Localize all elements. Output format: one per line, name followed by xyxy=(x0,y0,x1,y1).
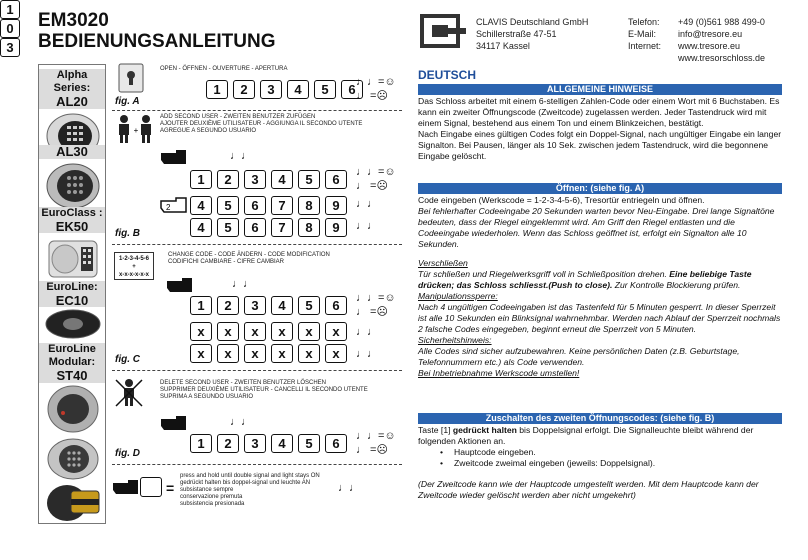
model-line: EC10 xyxy=(55,293,89,308)
security-warning: Bei Inbetriebnahme Werkscode umstellen! xyxy=(418,368,580,378)
code-change-box xyxy=(114,252,154,280)
fig-divider xyxy=(112,464,402,465)
model-number: EM3020 xyxy=(38,10,109,31)
caption-line: CODIFICHI CAMBIARE - CIFRE CAMBIAR xyxy=(168,259,285,265)
key[interactable]: 1 xyxy=(190,296,212,315)
good-signal-icon: ♩♩=☺ xyxy=(356,76,396,88)
key[interactable]: 9 xyxy=(325,218,347,237)
fig-a-keys xyxy=(206,80,363,99)
bad-signal-icon: ♩ =☹ xyxy=(356,90,388,102)
key[interactable]: 6 xyxy=(325,434,347,453)
contact-label: Internet: xyxy=(628,41,662,51)
company-address xyxy=(476,16,588,52)
press-hold-hand-icon xyxy=(112,478,140,496)
svg-text:2: 2 xyxy=(166,203,171,212)
security-text: Alle Codes sind sicher aufzubewahren. Keine persönlichen Daten (z.B. Geburtstage, Telefonnummern etc.) als Code verwenden. xyxy=(418,346,740,367)
contact-label: Telefon: xyxy=(628,17,660,27)
good-signal-icon: ♩♩=☺ xyxy=(356,430,396,442)
closing-section xyxy=(418,258,784,379)
contact-labels xyxy=(628,16,661,52)
fig-c-row1 xyxy=(190,296,347,315)
model-line: AL20 xyxy=(56,94,88,109)
model-line: AL30 xyxy=(56,144,88,159)
fig-c-row2 xyxy=(190,322,347,341)
key[interactable]: 5 xyxy=(298,434,320,453)
key[interactable]: 9 xyxy=(325,196,347,215)
key[interactable]: x xyxy=(325,344,347,363)
open-text xyxy=(418,195,784,250)
paragraph-italic: Bei fehlerhafter Codeeingabe 20 Sekunden warten bevor Neu-Eingabe. Drei lange Signaltöne bedeuten, dass der Riegel eingeklemmt wird. Am Griff den Riegel entlasten und die Codeeingabe wiederholen. Wenn das Schloss geöffnet ist, erfolgt ein Signalton alle 10 Sekunden. xyxy=(418,206,775,249)
key[interactable]: 4 xyxy=(271,170,293,189)
model-label-al20 xyxy=(39,69,105,109)
key[interactable]: 4 xyxy=(287,80,309,99)
fig-divider xyxy=(112,110,402,111)
key[interactable]: 1 xyxy=(190,434,212,453)
model-label-st40 xyxy=(39,343,105,383)
key[interactable]: 7 xyxy=(271,196,293,215)
key[interactable]: 5 xyxy=(298,296,320,315)
model-line: Modular: xyxy=(48,356,96,368)
key[interactable]: 3 xyxy=(244,434,266,453)
subheading: Verschließen xyxy=(418,258,468,268)
contact-label: E-Mail: xyxy=(628,29,657,39)
legend-line: conservazione premuta xyxy=(180,494,243,500)
email-link[interactable]: info@tresore.eu xyxy=(678,29,743,39)
key[interactable]: 6 xyxy=(244,196,266,215)
plus: + xyxy=(132,264,136,270)
fig-b-row3 xyxy=(190,218,347,237)
fig-d-press-key[interactable]: 3 xyxy=(0,38,20,57)
bad-signal-icon: ♩ =☹ xyxy=(356,306,388,318)
closing-bold: Eine beliebige Taste drücken; das Schloss schliesst.(Push to close). xyxy=(418,269,752,290)
double-signal-icon: ♩♩ xyxy=(338,482,360,494)
key[interactable]: 3 xyxy=(244,296,266,315)
fig-c-caption xyxy=(168,252,330,266)
legend-equals: = xyxy=(166,480,175,496)
caption-line: AGREGUE A SEGUNDO USUARIO xyxy=(160,128,257,134)
caption-line: SUPPRIMER DEUXIÈME UTILISATEUR - CANCELLI IL SECONDO UTENTE xyxy=(160,387,368,393)
model-label-ec10 xyxy=(39,281,105,307)
website-link[interactable]: www.tresore.eu xyxy=(678,41,741,51)
company-name: CLAVIS Deutschland GmbH xyxy=(476,17,589,27)
key[interactable]: 8 xyxy=(298,196,320,215)
old-code: 1-2-3-4-5-6 xyxy=(118,256,149,262)
double-signal-icon: ♩♩ xyxy=(232,278,254,290)
company-city: 34117 Kassel xyxy=(476,41,530,51)
model-line: EK50 xyxy=(55,219,89,234)
keypad-round-silver-image xyxy=(43,437,103,481)
note-text: (Der Zweitcode kann wie der Hauptcode umgestellt werden. Mit dem Hauptcode kann der Zweitcode wieder gelöscht werden aber nicht umgekehrt) xyxy=(418,479,759,500)
key[interactable]: 5 xyxy=(217,196,239,215)
fig-divider xyxy=(112,244,402,245)
legend-line: gedrückt halten bis doppel-signal und leuchte AN xyxy=(180,480,311,486)
steps-list xyxy=(418,447,784,469)
bad-signal-icon: ♩ =☹ xyxy=(356,180,388,192)
clavis-logo-icon xyxy=(420,12,470,52)
website-link[interactable]: www.tresorschloss.de xyxy=(678,53,766,63)
section-heading-open: Öffnen: (siehe fig. A) xyxy=(418,183,782,194)
key[interactable]: x xyxy=(298,322,320,341)
model-column xyxy=(38,64,106,524)
key[interactable]: x xyxy=(244,322,266,341)
two-users-icon xyxy=(114,114,158,144)
paragraph: Nach Eingabe eines gültigen Codes folgt ein Doppel-Signal, nach ungültiger Eingabe ein langer Signalton. Bei Pausen, länger als 10 Sek. zwischen jedem Tastendruck, wird die begonnene Eingabe gelöscht. xyxy=(418,129,782,161)
model-line: Alpha xyxy=(56,69,88,81)
key[interactable]: 7 xyxy=(271,218,293,237)
key[interactable]: 5 xyxy=(298,170,320,189)
fig-d-row1 xyxy=(190,434,347,453)
contact-values xyxy=(678,16,765,64)
fig-b-row2 xyxy=(190,196,347,215)
caption-line: CHANGE CODE - CODE ÄNDERN - CODE MODIFICATION xyxy=(168,252,330,258)
legend-key xyxy=(140,477,162,497)
new-code: x-x-x-x-x-x xyxy=(118,272,149,278)
fig-c-row3 xyxy=(190,344,347,363)
legend-text xyxy=(180,473,320,508)
key[interactable]: x xyxy=(190,322,212,341)
second-user-hand-icon xyxy=(160,196,188,214)
text: Taste [1] xyxy=(418,425,453,435)
fig-b-press-key[interactable]: 1 xyxy=(0,0,20,19)
fig-b-row1 xyxy=(190,170,347,189)
section-heading-general: ALLGEMEINE HINWEISE xyxy=(418,84,782,95)
key[interactable]: 2 xyxy=(217,296,239,315)
double-signal-icon: ♩♩ xyxy=(230,150,252,162)
double-signal-icon: ♩♩ xyxy=(356,198,378,210)
key[interactable]: 3 xyxy=(260,80,282,99)
key[interactable]: 3 xyxy=(244,170,266,189)
key[interactable]: x xyxy=(271,322,293,341)
battery-image xyxy=(43,481,103,523)
key[interactable]: 2 xyxy=(217,170,239,189)
bad-signal-icon: ♩ =☹ xyxy=(356,444,388,456)
text: bis Doppelsignal erfolgt. Die Signalleuchte bleibt während der folgenden Aktionen an. xyxy=(418,425,754,446)
subheading: Manipulationssperre: xyxy=(418,291,498,301)
key[interactable]: 4 xyxy=(271,296,293,315)
fig-d-label: fig. D xyxy=(115,448,140,459)
closing-text: Tür schließen und Riegelwerksgriff voll in Schließposition drehen. xyxy=(418,269,670,279)
keypad-round-dark-image xyxy=(43,161,103,211)
paragraph: Code eingeben (Werkscode = 1-2-3-4-5-6), Tresortür entriegeln und öffnen. xyxy=(418,195,705,205)
good-signal-icon: ♩♩=☺ xyxy=(356,166,396,178)
manipulation-text: Nach 4 ungültigen Codeeingaben ist das Tastenfeld für 5 Minuten gesperrt. In dieser Sperrzeit ist alle 10 Sekunden ein Blinksignal wahrnehmbar. Werden nach Ablauf der Sperrzeit nochmals 2 falsche Codes eingegeben, beginnt erneut die Sperrzeit von 5 Minuten. xyxy=(418,302,781,334)
company-street: Schillerstraße 47-51 xyxy=(476,29,557,39)
key[interactable]: 1 xyxy=(206,80,228,99)
general-text xyxy=(418,96,784,162)
good-signal-icon: ♩♩=☺ xyxy=(356,292,396,304)
key[interactable]: 6 xyxy=(325,296,347,315)
key[interactable]: 5 xyxy=(217,218,239,237)
lock-keyhole-icon xyxy=(116,62,146,94)
key[interactable]: 4 xyxy=(190,196,212,215)
model-label-ek50 xyxy=(39,207,105,233)
key[interactable]: 8 xyxy=(298,218,320,237)
list-item: • Zweitcode zweimal eingeben (jeweils: Doppelsignal). xyxy=(418,458,784,469)
double-signal-icon: ♩♩ xyxy=(356,326,378,338)
double-signal-icon: ♩♩ xyxy=(356,348,378,360)
key[interactable]: 1 xyxy=(190,170,212,189)
key[interactable]: x xyxy=(244,344,266,363)
key[interactable]: 5 xyxy=(314,80,336,99)
caption-line: SUPRIMA A SEGUNDO USUARIO xyxy=(160,394,254,400)
paragraph: Das Schloss arbeitet mit einem 6-stelligen Zahlen-Code oder einem Wort mit 6 Buchstaben. Es kann ein zweiter Öffnungscode (Zweitcode) zugelassen werden. Jeder Tastendruck wird mit einem Signal, bestehend aus einem Ton und einem Blinkzeichen, bestätigt. xyxy=(418,96,780,128)
model-line: Series: xyxy=(53,82,91,94)
fig-divider xyxy=(112,370,402,371)
fig-a-label: fig. A xyxy=(115,96,140,107)
key[interactable]: 6 xyxy=(244,218,266,237)
fig-b-caption xyxy=(160,114,362,135)
key[interactable]: x xyxy=(217,344,239,363)
model-line: EuroLine xyxy=(48,343,96,355)
model-line: EuroLine: xyxy=(46,281,98,293)
document-title xyxy=(38,10,276,52)
legend-line: subsistencia presionada xyxy=(180,501,245,507)
press-hold-hand-icon xyxy=(160,148,188,166)
caption-line: AJOUTER DEUXIÈME UTILISATEUR - AGGIUNGA IL SECONDO UTENTE xyxy=(160,121,363,127)
legend-line: subsistance sempre xyxy=(180,487,234,493)
text-bold: gedrückt halten xyxy=(452,425,517,435)
key[interactable]: x xyxy=(190,344,212,363)
subheading: Sicherheitshinweis: xyxy=(418,335,492,345)
press-hold-hand-icon xyxy=(160,414,188,432)
legend-line: press and hold until double signal and light stays ON xyxy=(180,473,320,479)
svg-text:+: + xyxy=(133,126,139,135)
keypad-rect-image xyxy=(43,235,103,283)
closing-text: Zur Kontrolle Blockierung prüfen. xyxy=(612,280,741,290)
key[interactable]: x xyxy=(271,344,293,363)
keypad-modular-image xyxy=(43,383,103,435)
key[interactable]: x xyxy=(298,344,320,363)
manual-title: BEDIENUNGSANLEITUNG xyxy=(38,31,276,52)
list-item: • Hauptcode eingeben. xyxy=(418,447,784,458)
section-heading-second-code: Zuschalten des zweiten Öffnungscodes: (siehe fig. B) xyxy=(418,413,782,424)
key[interactable]: 2 xyxy=(233,80,255,99)
press-hold-hand-icon xyxy=(166,276,194,294)
model-line: EuroClass : xyxy=(41,207,103,219)
key[interactable]: x xyxy=(325,322,347,341)
fig-a-caption: OPEN - ÖFFNEN - OUVERTURE - APERTURA xyxy=(160,66,288,72)
key[interactable]: 6 xyxy=(325,170,347,189)
model-line: ST40 xyxy=(56,368,88,383)
fig-c-label: fig. C xyxy=(115,354,140,365)
caption-line: ADD SECOND USER - ZWEITEN BENUTZER ZUFÜGEN xyxy=(160,114,316,120)
delete-user-icon xyxy=(114,378,144,408)
second-code-text xyxy=(418,425,784,501)
key[interactable]: 4 xyxy=(271,434,293,453)
language-heading: DEUTSCH xyxy=(418,68,477,82)
fig-b-label: fig. B xyxy=(115,228,140,239)
double-signal-icon: ♩♩ xyxy=(356,220,378,232)
keypad-oval-image xyxy=(43,307,103,341)
double-signal-icon: ♩♩ xyxy=(230,416,252,428)
key[interactable]: x xyxy=(217,322,239,341)
model-label-al30 xyxy=(39,145,105,159)
fig-d-caption xyxy=(160,380,368,401)
key[interactable]: 6 xyxy=(341,80,363,99)
phone-value: +49 (0)561 988 499-0 xyxy=(678,17,765,27)
key[interactable]: 4 xyxy=(190,218,212,237)
caption-line: DELETE SECOND USER - ZWEITEN BENUTZER LÖSCHEN xyxy=(160,380,327,386)
fig-c-press-key[interactable]: 0 xyxy=(0,19,20,38)
key[interactable]: 2 xyxy=(217,434,239,453)
